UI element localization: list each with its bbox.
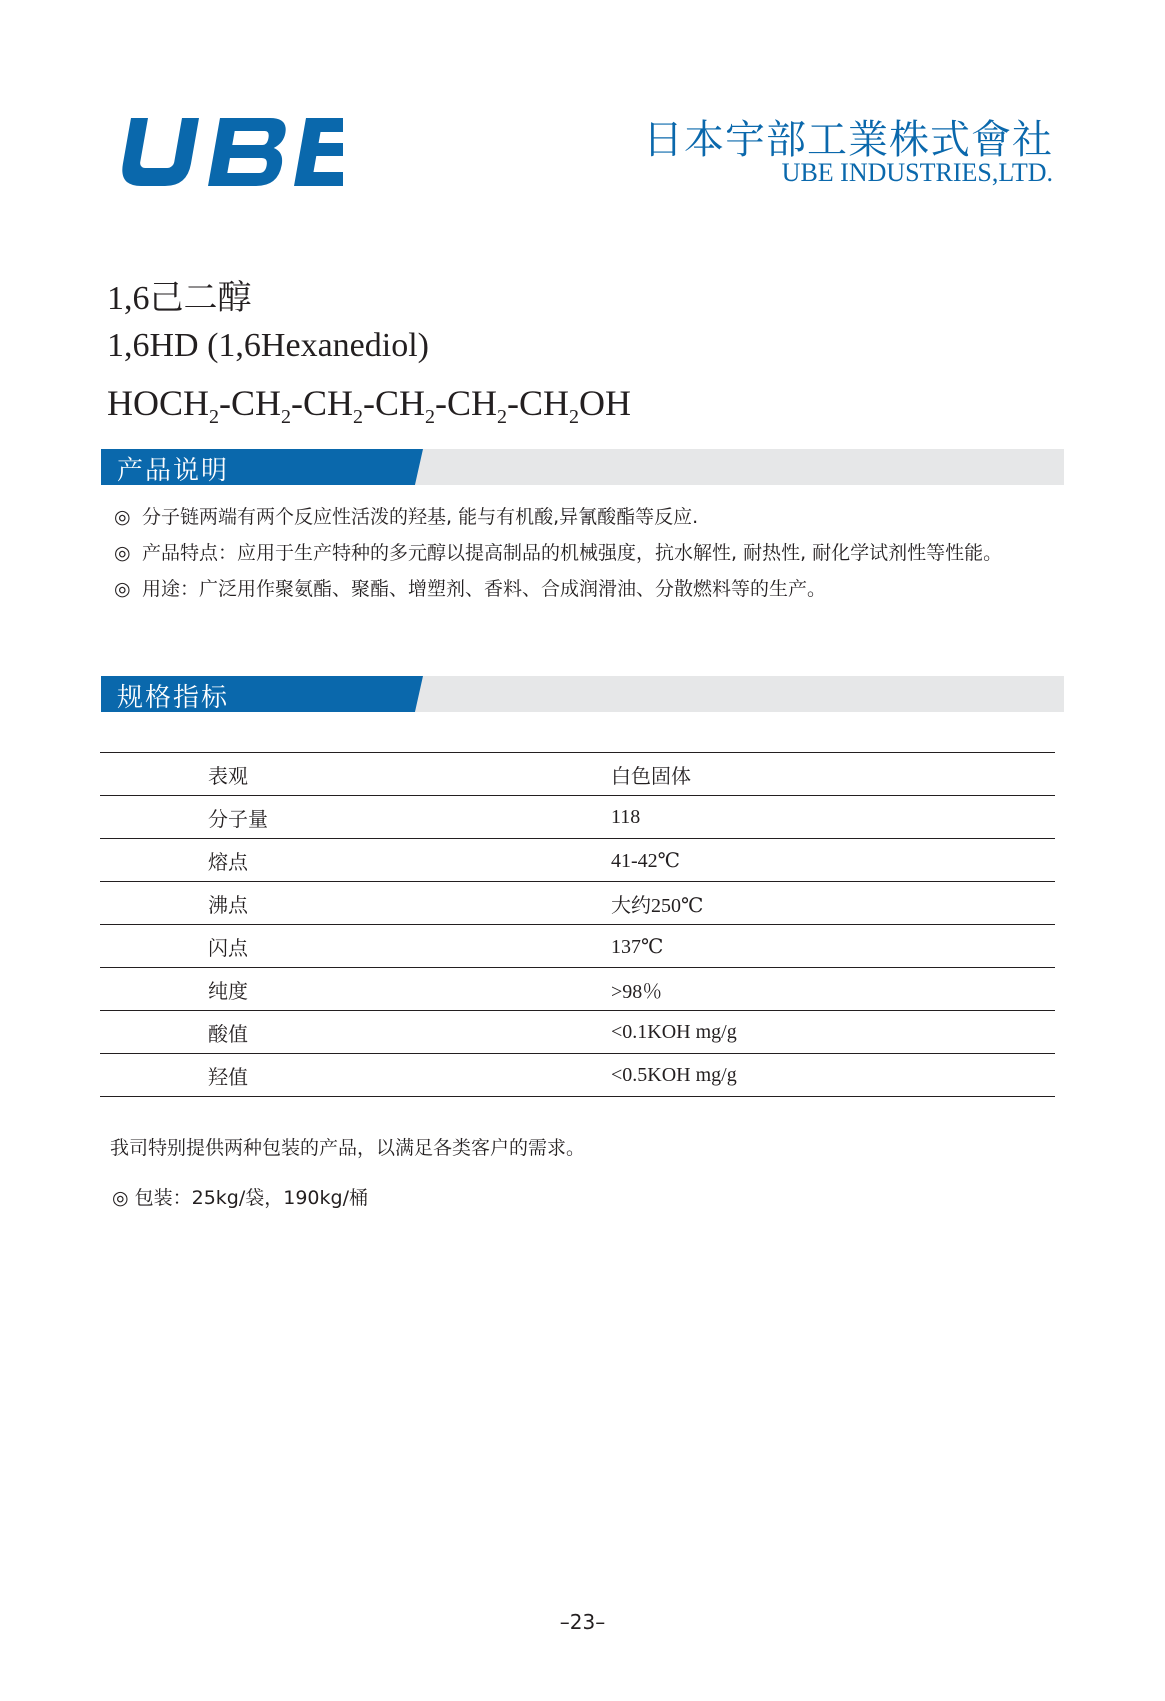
- product-title-cn: 1,6己二醇: [107, 280, 252, 317]
- company-name-en: UBE INDUSTRIES,LTD.: [781, 158, 1053, 187]
- list-item: ◎ 分子链两端有两个反应性活泼的羟基, 能与有机酸,异氰酸酯等反应.: [114, 503, 1054, 531]
- spec-name: 羟值: [208, 1064, 248, 1089]
- table-row: [100, 1054, 1055, 1097]
- table-row: [100, 753, 1055, 796]
- spec-table: [100, 752, 1055, 1097]
- spec-value: <0.1KOH mg/g: [611, 1020, 737, 1043]
- spec-name: 熔点: [208, 849, 248, 874]
- table-row: [100, 925, 1055, 968]
- section-title: 产品说明: [117, 456, 230, 486]
- spec-name: 表观: [208, 763, 248, 788]
- product-title-en: 1,6HD (1,6Hexanediol): [107, 327, 429, 364]
- table-row: [100, 796, 1055, 839]
- page-number: –23–: [559, 1610, 606, 1634]
- chemical-formula: $HOCH_2-CH_2-CH_2-CH_2-CH_2-CH_2OH$: [107, 383, 632, 428]
- spec-name: 闪点: [208, 935, 248, 960]
- section-header-description: [101, 449, 1064, 485]
- spec-value: 大约250℃: [611, 894, 704, 917]
- packaging-options: ◎ 包装：25kg/袋，190kg/桶: [112, 1187, 368, 1209]
- table-row: [100, 1011, 1055, 1054]
- packaging-note: 我司特别提供两种包装的产品，以满足各类客户的需求。: [110, 1137, 586, 1159]
- spec-value: 白色固体: [611, 765, 691, 788]
- spec-name: 纯度: [208, 978, 248, 1003]
- table-row: [100, 839, 1055, 882]
- list-item: ◎ 产品特点：应用于生产特种的多元醇以提高制品的机械强度，抗水解性, 耐热性, 耐化学试剂性等性能。: [114, 539, 1054, 567]
- spec-value: 137℃: [611, 935, 664, 958]
- table-row: [100, 882, 1055, 925]
- spec-value: <0.5KOH mg/g: [611, 1063, 737, 1086]
- list-item: ◎ 用途：广泛用作聚氨酯、聚酯、增塑剂、香料、合成润滑油、分散燃料等的生产。: [114, 575, 1054, 603]
- spec-name: 酸值: [208, 1021, 248, 1046]
- bullet-icon: ◎: [114, 506, 131, 528]
- description-list: [114, 503, 1054, 611]
- company-name-cn: 日本宇部工業株式會社: [643, 117, 1053, 162]
- spec-name: 分子量: [208, 806, 268, 831]
- section-title: 规格指标: [117, 683, 230, 713]
- spec-value: >98％: [611, 980, 663, 1003]
- ube-logo: [113, 118, 343, 186]
- table-row: [100, 968, 1055, 1011]
- section-header-specs: [101, 676, 1064, 712]
- spec-name: 沸点: [208, 892, 248, 917]
- bullet-icon: ◎: [114, 542, 131, 564]
- spec-value: 41-42℃: [611, 849, 681, 872]
- bullet-icon: ◎: [114, 578, 131, 600]
- spec-value: 118: [611, 805, 641, 828]
